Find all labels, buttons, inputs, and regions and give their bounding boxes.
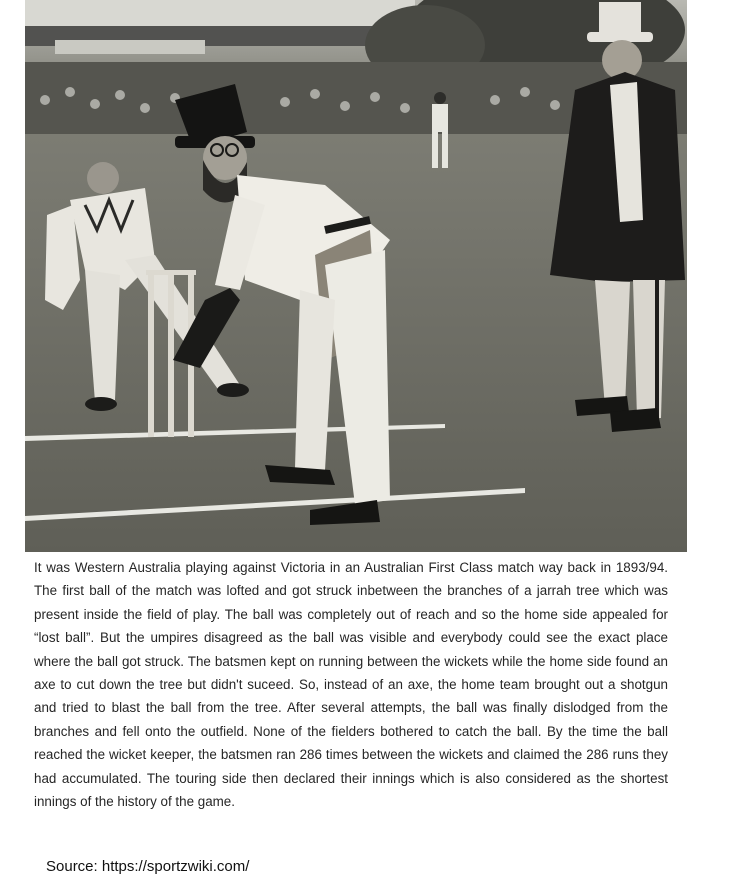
- source-citation: Source: https://sportzwiki.com/: [46, 858, 250, 875]
- article-body: It was Western Australia playing against Victoria in an Australian First Class match way back in 1893/94. The first ball of the match was lofted and got struck inbetween the branches of a jarrah tree which was present inside the field of play. The ball was completely out of reach and so the home side appealed for “lost ball”. But the umpires disagreed as the ball was visible and everybody could see the exact place where the ball got struck. The batsmen kept on running between the wickets while the home side found an axe to cut down the tree but didn't suceed. So, instead of an axe, the home team brought out a shotgun and tried to blast the ball from the tree. After several attempts, the ball was finally dislodged from the branches and fell onto the outfield. None of the fielders bothered to catch the ball. By the time the ball reached the wicket keeper, the batsmen ran 286 times between the wickets and claimed the 286 runs they had accumulated. The touring side then declared their innings which is also considered as the shortest innings of the history of the game.: [34, 560, 668, 810]
- grandstand: [25, 0, 415, 26]
- cricket-photo: [25, 0, 687, 552]
